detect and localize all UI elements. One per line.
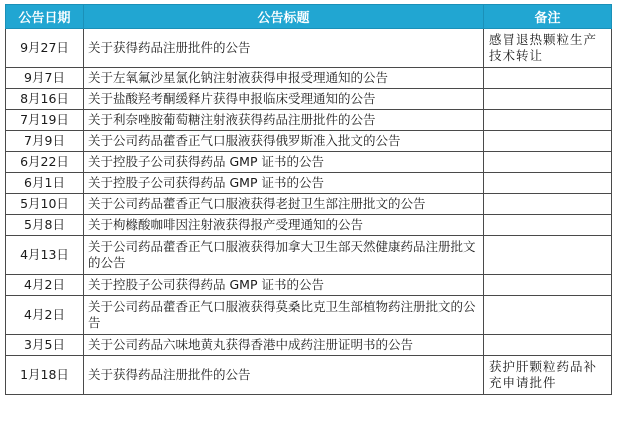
row-date: 7月9日 [6,131,84,152]
row-note [484,215,612,236]
row-title: 关于利奈唑胺葡萄糖注射液获得药品注册批件的公告 [84,110,484,131]
table-row [6,110,612,131]
row-title: 关于控股子公司获得药品 GMP 证书的公告 [84,173,484,194]
row-title: 关于公司药品六味地黄丸获得香港中成药注册证明书的公告 [84,335,484,356]
table-row [6,236,612,275]
row-note [484,335,612,356]
row-date: 1月18日 [6,356,84,395]
row-title: 关于公司药品藿香正气口服液获得老挝卫生部注册批文的公告 [84,194,484,215]
row-title: 关于公司药品藿香正气口服液获得俄罗斯准入批文的公告 [84,131,484,152]
row-note [484,110,612,131]
table-row [6,275,612,296]
row-title: 关于获得药品注册批件的公告 [84,29,484,68]
table-row [6,296,612,335]
table-row [6,68,612,89]
table-row [6,215,612,236]
row-date: 4月2日 [6,296,84,335]
row-title: 关于左氧氟沙星氯化钠注射液获得申报受理通知的公告 [84,68,484,89]
table-header [6,5,612,29]
table-row [6,356,612,395]
row-date: 4月2日 [6,275,84,296]
row-date: 8月16日 [6,89,84,110]
row-title: 关于控股子公司获得药品 GMP 证书的公告 [84,275,484,296]
row-date: 9月27日 [6,29,84,68]
row-title: 关于枸橼酸咖啡因注射液获得报产受理通知的公告 [84,215,484,236]
row-date: 6月22日 [6,152,84,173]
table-row [6,335,612,356]
row-date: 5月8日 [6,215,84,236]
row-title: 关于盐酸羟考酮缓释片获得申报临床受理通知的公告 [84,89,484,110]
row-note [484,194,612,215]
table-row [6,89,612,110]
row-date: 7月19日 [6,110,84,131]
row-note [484,236,612,275]
table-row [6,194,612,215]
row-title: 关于公司药品藿香正气口服液获得加拿大卫生部天然健康药品注册批文的公告 [84,236,484,275]
row-note: 获护肝颗粒药品补充申请批件 [484,356,612,395]
row-title: 关于获得药品注册批件的公告 [84,356,484,395]
table-row [6,152,612,173]
table-body [6,29,612,395]
announcement-table [5,4,612,395]
row-date: 4月13日 [6,236,84,275]
header-title: 公告标题 [84,5,484,29]
row-date: 3月5日 [6,335,84,356]
row-date: 6月1日 [6,173,84,194]
header-row [6,5,612,29]
row-title: 关于公司药品藿香正气口服液获得莫桑比克卫生部植物药注册批文的公告 [84,296,484,335]
row-note [484,89,612,110]
row-note [484,152,612,173]
row-note [484,275,612,296]
announcement-table-container [5,4,611,395]
table-row [6,29,612,68]
row-date: 5月10日 [6,194,84,215]
row-note: 感冒退热颗粒生产技术转让 [484,29,612,68]
row-date: 9月7日 [6,68,84,89]
table-row [6,173,612,194]
row-title: 关于控股子公司获得药品 GMP 证书的公告 [84,152,484,173]
row-note [484,173,612,194]
table-row [6,131,612,152]
row-note [484,296,612,335]
header-date: 公告日期 [6,5,84,29]
row-note [484,68,612,89]
header-note: 备注 [484,5,612,29]
row-note [484,131,612,152]
